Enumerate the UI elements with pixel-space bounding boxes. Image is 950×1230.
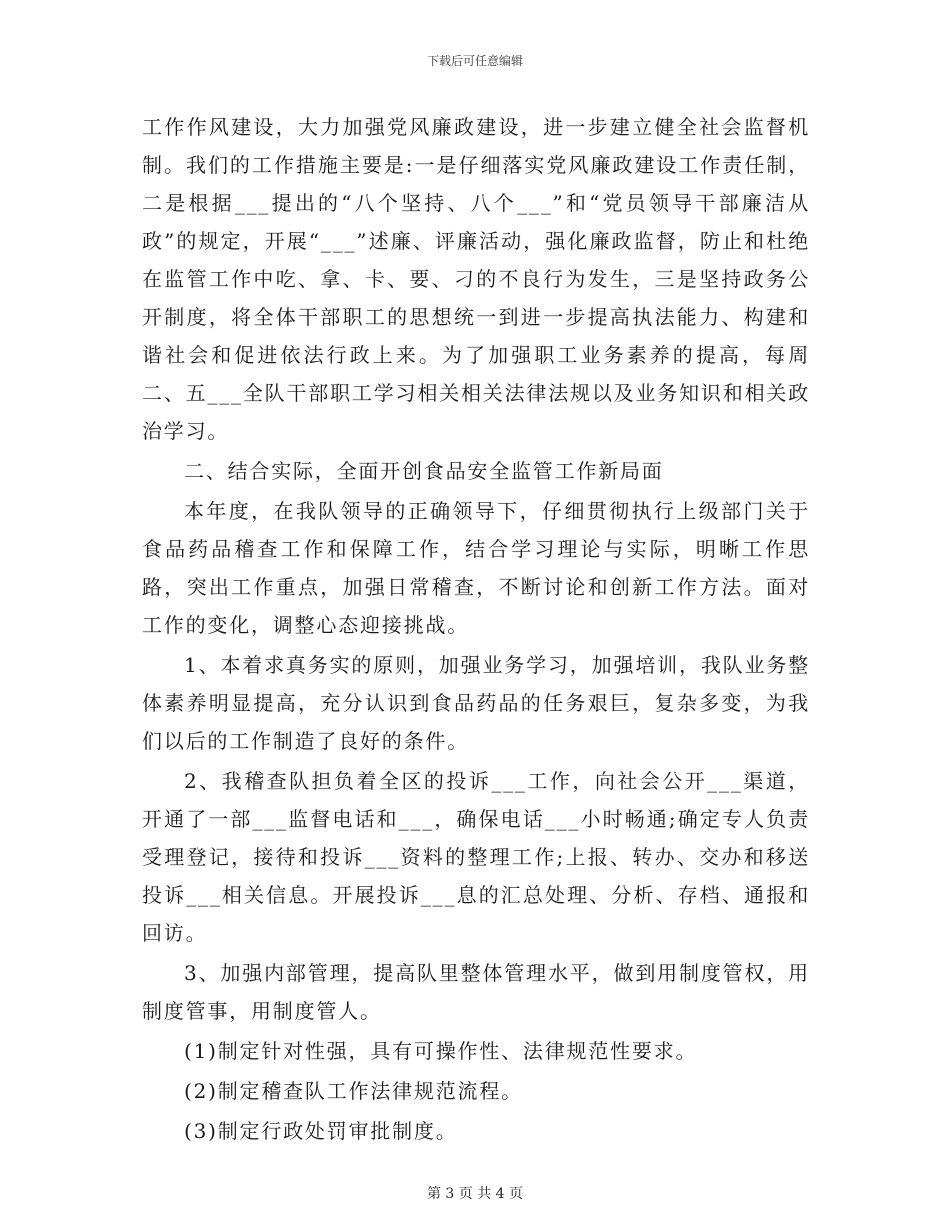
document-body <box>142 108 810 1150</box>
section-heading-2: 二、结合实际，全面开创食品安全监管工作新局面 <box>184 459 664 483</box>
paragraph-1: 工作作风建设，大力加强党风廉政建设，进一步建立健全社会监督机制。我们的工作措施主要是:一是仔细落实党风廉政建设工作责任制，二是根据___提出的“八个坚持、八个___”和“党员领导干部廉洁从政”的规定，开展“___”述廉、评廉活动，强化廉政监督，防止和杜绝在监管工作中吃、拿、卡、要、刁的不良行为发生，三是坚持政务公开制度，将全体干部职工的思想统一到进一步提高执法能力、构建和谐社会和促进依法行政上来。为了加强职工业务素养的提高，每周二、五___全队干部职工学习相关相关法律法规以及业务知识和相关政治学习。 <box>142 115 810 443</box>
list-item-2: (2)制定稽查队工作法律规范流程。 <box>184 1079 523 1103</box>
paragraph-6: 3、加强内部管理，提高队里整体管理水平，做到用制度管权，用制度管事，用制度管人。 <box>142 961 810 1023</box>
paragraph-5: 2、我稽查队担负着全区的投诉___工作，向社会公开___渠道，开通了一部___监督电话和___，确保电话___小时畅通;确定专人负责受理登记，接待和投诉___资料的整理工作;上报、转办、交办和移送投诉___相关信息。开展投诉___息的汇总处理、分析、存档、通报和回访。 <box>142 769 810 945</box>
page-header: 下载后可任意编辑 <box>426 54 523 68</box>
paragraph-3: 本年度，在我队领导的正确领导下，仔细贯彻执行上级部门关于食品药品稽查工作和保障工作，结合学习理论与实际，明晰工作思路，突出工作重点，加强日常稽查，不断讨论和创新工作方法。面对工作的变化，调整心态迎接挑战。 <box>142 499 810 637</box>
list-item-3: (3)制定行政处罚审批制度。 <box>184 1119 458 1143</box>
paragraph-4: 1、本着求真务实的原则，加强业务学习，加强培训，我队业务整体素养明显提高，充分认识到食品药品的任务艰巨，复杂多变，为我们以后的工作制造了良好的条件。 <box>142 653 810 753</box>
list-item-1: (1)制定针对性强，具有可操作性、法律规范性要求。 <box>184 1039 698 1063</box>
page-footer: 第 3 页 共 4 页 <box>426 1186 524 1202</box>
